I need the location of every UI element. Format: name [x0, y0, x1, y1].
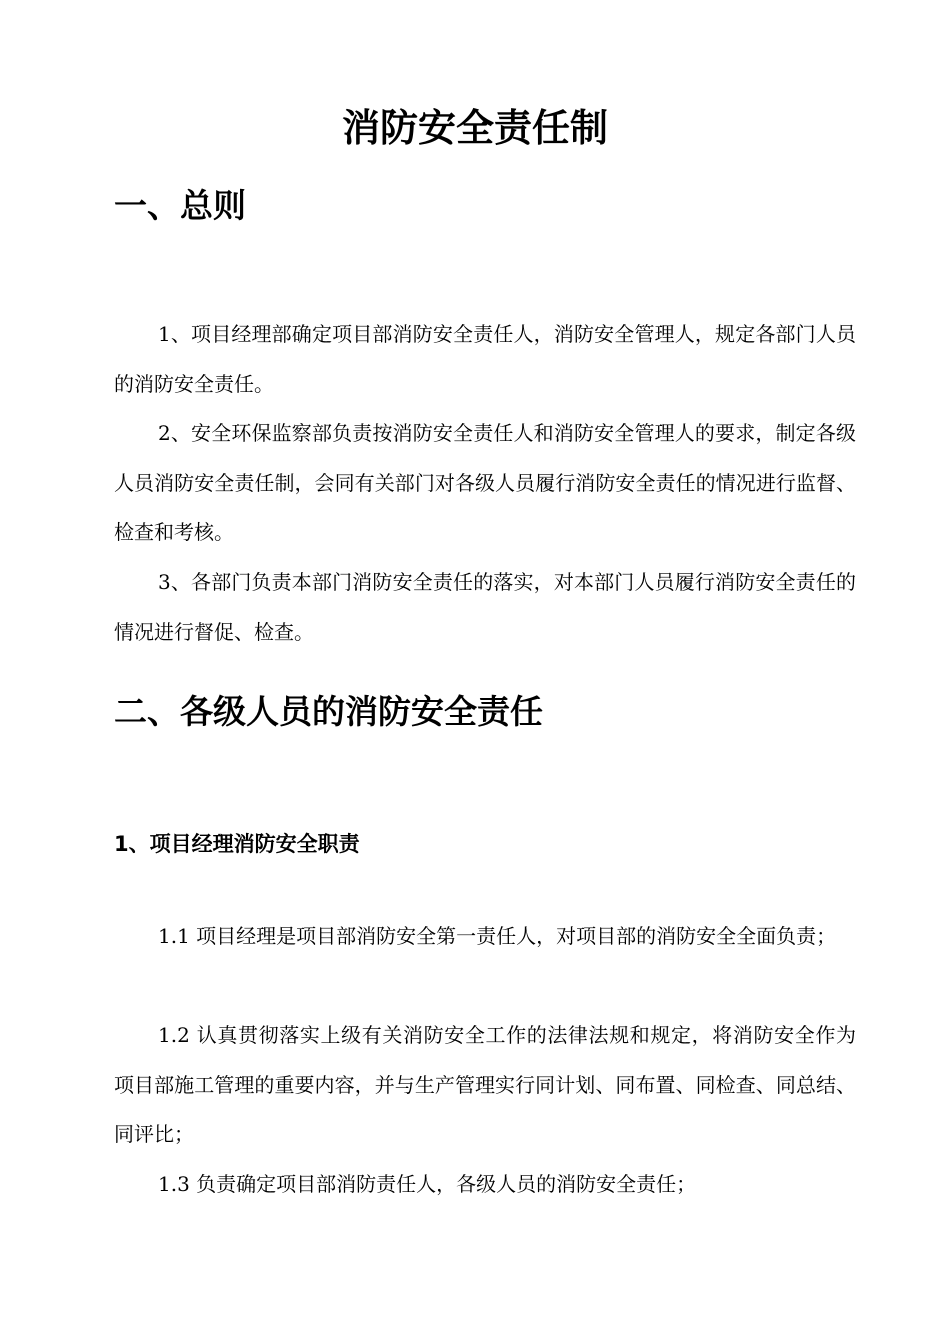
section-heading-general: 一、总则 — [114, 186, 246, 225]
section-heading-responsibilities: 二、各级人员的消防安全责任 — [114, 692, 543, 731]
paragraph-general-1: 1、项目经理部确定项目部消防安全责任人，消防安全管理人，规定各部门人员的消防安全责任。 — [114, 322, 856, 396]
paragraph-general-2: 2、安全环保监察部负责按消防安全责任人和消防安全管理人的要求，制定各级人员消防安全责任制，会同有关部门对各级人员履行消防安全责任的情况进行监督、检查和考核。 — [114, 421, 856, 544]
paragraph-pm-1-2: 1.2 认真贯彻落实上级有关消防安全工作的法律法规和规定，将消防安全作为项目部施工管理的重要内容，并与生产管理实行同计划、同布置、同检查、同总结、同评比； — [114, 1023, 856, 1146]
document-title: 消防安全责任制 — [341, 106, 608, 150]
subsection-heading-project-manager: 1、项目经理消防安全职责 — [114, 832, 360, 856]
paragraph-general-3: 3、各部门负责本部门消防安全责任的落实，对本部门人员履行消防安全责任的情况进行督促、检查。 — [114, 570, 856, 644]
paragraph-pm-1-3: 1.3 负责确定项目部消防责任人，各级人员的消防安全责任； — [158, 1172, 697, 1196]
paragraph-pm-1-1: 1.1 项目经理是项目部消防安全第一责任人，对项目部的消防安全全面负责； — [158, 924, 837, 948]
